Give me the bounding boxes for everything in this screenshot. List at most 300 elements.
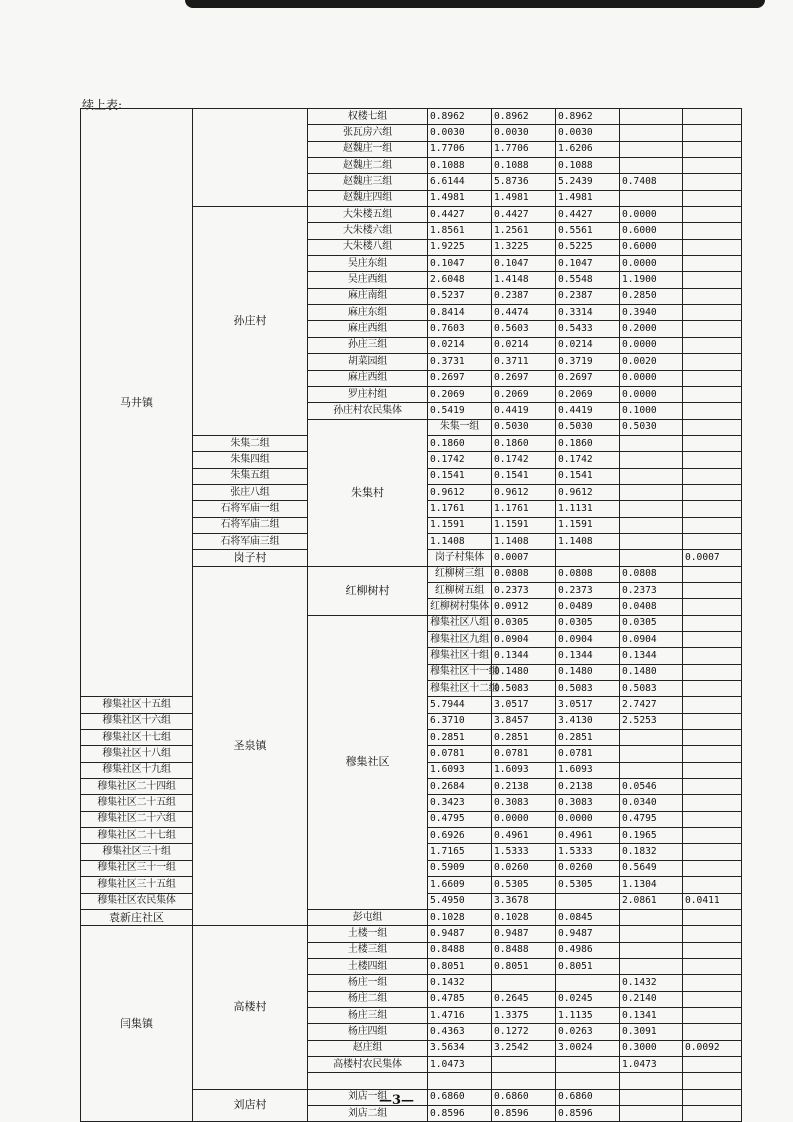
- group-cell: 石将军庙一组: [193, 501, 308, 517]
- group-cell: 穆集社区十九组: [81, 762, 193, 778]
- value-cell-c5: [683, 795, 742, 811]
- value-cell-c2: 1.7706: [492, 141, 556, 157]
- group-cell: 赵庄组: [308, 1040, 428, 1056]
- value-cell-c2: 0.3711: [492, 354, 556, 370]
- value-cell-c2: 1.3225: [492, 239, 556, 255]
- value-cell-c5: [683, 958, 742, 974]
- value-cell-c4: 1.0473: [620, 1056, 683, 1072]
- value-cell-c3: 0.1742: [556, 452, 620, 468]
- value-cell-c3: 0.4427: [556, 207, 620, 223]
- value-cell-c3: 0.5305: [556, 877, 620, 893]
- value-cell-c1: 1.6609: [428, 877, 492, 893]
- value-cell-c4: 0.1965: [620, 828, 683, 844]
- value-cell-c3: 0.1480: [620, 664, 683, 680]
- value-cell-c1: 1.7165: [428, 844, 492, 860]
- value-cell-c1: 1.4981: [428, 190, 492, 206]
- value-cell-c2: 0.8488: [492, 942, 556, 958]
- value-cell-c4: [620, 926, 683, 942]
- value-cell-c3: 0.4986: [556, 942, 620, 958]
- value-cell-c2: 0.2851: [492, 730, 556, 746]
- value-cell-c1: 0.5237: [428, 288, 492, 304]
- value-cell-c5: [683, 125, 742, 141]
- value-cell-c2: 1.4981: [492, 190, 556, 206]
- value-cell-c5: [683, 877, 742, 893]
- value-cell-c2: 0.1272: [492, 1024, 556, 1040]
- group-cell: 穆集社区二十四组: [81, 779, 193, 795]
- value-cell-c1: 0.1047: [428, 256, 492, 272]
- group-cell: 红柳树三组: [428, 566, 492, 582]
- value-cell-c1: 0.1344: [492, 648, 556, 664]
- value-cell-c3: 3.4130: [556, 713, 620, 729]
- value-cell-c2: 0.2645: [492, 991, 556, 1007]
- value-cell-c2: 0.5305: [492, 877, 556, 893]
- value-cell-c2: [556, 550, 620, 566]
- value-cell-c1: 0.8414: [428, 305, 492, 321]
- value-cell-c4: [620, 942, 683, 958]
- group-cell: 朱集一组: [428, 419, 492, 435]
- value-cell-c2: 1.4148: [492, 272, 556, 288]
- value-cell-c3: 1.5333: [556, 844, 620, 860]
- value-cell-c1: 1.1761: [428, 501, 492, 517]
- value-cell-c1: 3.5634: [428, 1040, 492, 1056]
- value-cell-c1: 0.0214: [428, 337, 492, 353]
- value-cell-c1: 0.0912: [492, 599, 556, 615]
- value-cell-c4: 0.1432: [620, 975, 683, 991]
- land-data-table: [80, 108, 742, 1122]
- value-cell-c5: [683, 109, 742, 125]
- value-cell-c2: 0.2373: [556, 582, 620, 598]
- value-cell-c3: 0.1344: [620, 648, 683, 664]
- value-cell-c4: [620, 909, 683, 925]
- village-cell: 袁新庄社区: [81, 909, 193, 925]
- value-cell-c1: 0.6860: [428, 1089, 492, 1105]
- value-cell-c2: 0.1028: [492, 909, 556, 925]
- value-cell-c4: [620, 468, 683, 484]
- value-cell-c1: 0.2373: [492, 582, 556, 598]
- value-cell-c5: [683, 1073, 742, 1089]
- village-cell: [193, 109, 308, 207]
- value-cell-c5: [683, 779, 742, 795]
- group-cell: 张庄八组: [193, 484, 308, 500]
- group-cell: 穆集社区八组: [428, 615, 492, 631]
- value-cell-c3: 0.0305: [620, 615, 683, 631]
- group-cell: 杨庄三组: [308, 1007, 428, 1023]
- group-cell: 杨庄二组: [308, 991, 428, 1007]
- value-cell-c5: [683, 746, 742, 762]
- group-cell: 大朱楼八组: [308, 239, 428, 255]
- group-cell: 麻庄东组: [308, 305, 428, 321]
- value-cell-c5: [683, 828, 742, 844]
- value-cell-c2: 1.2561: [492, 223, 556, 239]
- value-cell-c3: 0.0214: [556, 337, 620, 353]
- value-cell-c4: 0.4795: [620, 811, 683, 827]
- value-cell-c1: 0.1432: [428, 975, 492, 991]
- value-cell-c5: [683, 975, 742, 991]
- value-cell-c1: 0.1028: [428, 909, 492, 925]
- value-cell-c3: 0.5225: [556, 239, 620, 255]
- value-cell-c1: 0.2851: [428, 730, 492, 746]
- value-cell-c2: 0.0305: [556, 615, 620, 631]
- value-cell-c3: 0.2387: [556, 288, 620, 304]
- value-cell-c5: [683, 354, 742, 370]
- value-cell-c3: 0.6860: [556, 1089, 620, 1105]
- value-cell-c1: 0.4795: [428, 811, 492, 827]
- value-cell-c5: [683, 223, 742, 239]
- value-cell-c5: [683, 713, 742, 729]
- value-cell-c2: 0.9612: [492, 484, 556, 500]
- value-cell-c4: [683, 419, 742, 435]
- value-cell-c4: 0.6000: [620, 223, 683, 239]
- value-cell-c4: 0.3091: [620, 1024, 683, 1040]
- value-cell-c1: 0.2684: [428, 779, 492, 795]
- value-cell-c1: 0.0305: [492, 615, 556, 631]
- value-cell-c1: 0.5030: [492, 419, 556, 435]
- value-cell-c1: 1.1408: [428, 533, 492, 549]
- group-cell: 杨庄一组: [308, 975, 428, 991]
- group-cell: 高楼村农民集体: [308, 1056, 428, 1072]
- value-cell-c3: 0.0781: [556, 746, 620, 762]
- group-cell: 大朱楼六组: [308, 223, 428, 239]
- value-cell-c2: [492, 1056, 556, 1072]
- value-cell-c2: 0.8962: [492, 109, 556, 125]
- value-cell-c4: 2.5253: [620, 713, 683, 729]
- value-cell-c2: 0.0260: [492, 860, 556, 876]
- value-cell-c5: [683, 141, 742, 157]
- value-cell-c4: [620, 501, 683, 517]
- value-cell-c5: [683, 468, 742, 484]
- value-cell-c3: 0.5083: [620, 681, 683, 697]
- value-cell-c1: 6.6144: [428, 174, 492, 190]
- value-cell-c4: [683, 599, 742, 615]
- value-cell-c1: 0.4363: [428, 1024, 492, 1040]
- value-cell-c2: 0.4961: [492, 828, 556, 844]
- value-cell-c1: 0.1742: [428, 452, 492, 468]
- town-cell: 闫集镇: [81, 926, 193, 1122]
- value-cell-c2: 0.2138: [492, 779, 556, 795]
- value-cell-c5: [683, 272, 742, 288]
- group-cell: 穆集社区二十五组: [81, 795, 193, 811]
- value-cell-c5: 0.0092: [683, 1040, 742, 1056]
- value-cell-c2: 1.1761: [492, 501, 556, 517]
- value-cell-c4: [683, 615, 742, 631]
- value-cell-c2: 3.0517: [492, 697, 556, 713]
- village-cell: 红柳树村: [308, 566, 428, 615]
- value-cell-c4: 1.1900: [620, 272, 683, 288]
- value-cell-c4: 0.0000: [620, 256, 683, 272]
- value-cell-c3: 3.0517: [556, 697, 620, 713]
- group-cell: 穆集社区农民集体: [81, 893, 193, 909]
- group-cell: 穆集社区三十一组: [81, 860, 193, 876]
- value-cell-c3: 0.8596: [556, 1105, 620, 1121]
- value-cell-c2: 0.1860: [492, 435, 556, 451]
- value-cell-c2: 0.8051: [492, 958, 556, 974]
- group-cell: 孙庄三组: [308, 337, 428, 353]
- value-cell-c5: [683, 844, 742, 860]
- group-cell: 赵魏庄四组: [308, 190, 428, 206]
- value-cell-c1: 1.9225: [428, 239, 492, 255]
- value-cell-c1: 0.9612: [428, 484, 492, 500]
- value-cell-c1: 0.1541: [428, 468, 492, 484]
- village-cell: 孙庄村: [193, 207, 308, 436]
- value-cell-c1: 0.8596: [428, 1105, 492, 1121]
- value-cell-c4: [620, 125, 683, 141]
- value-cell-c3: 0.2697: [556, 370, 620, 386]
- group-cell: 权楼七组: [308, 109, 428, 125]
- value-cell-c5: [683, 370, 742, 386]
- value-cell-c4: 0.3000: [620, 1040, 683, 1056]
- value-cell-c3: 0.5030: [620, 419, 683, 435]
- value-cell-c5: [683, 1007, 742, 1023]
- value-cell-c1: 0.2069: [428, 386, 492, 402]
- value-cell-c4: [620, 958, 683, 974]
- value-cell-c2: [492, 975, 556, 991]
- value-cell-c4: 2.0861: [620, 893, 683, 909]
- value-cell-c5: [683, 190, 742, 206]
- value-cell-c1: 0.8051: [428, 958, 492, 974]
- value-cell-c1: 5.4950: [428, 893, 492, 909]
- table-continued-caption: 续上表:: [82, 98, 123, 112]
- value-cell-c4: 0.0020: [620, 354, 683, 370]
- value-cell-c1: 0.5909: [428, 860, 492, 876]
- group-cell: 孙庄村农民集体: [308, 403, 428, 419]
- village-cell: 穆集社区: [308, 615, 428, 909]
- value-cell-c5: [683, 256, 742, 272]
- group-cell: 刘店二组: [308, 1105, 428, 1121]
- value-cell-c3: [556, 893, 620, 909]
- value-cell-c5: [683, 435, 742, 451]
- value-cell-c2: 0.0030: [492, 125, 556, 141]
- value-cell-c4: 1.1304: [620, 877, 683, 893]
- value-cell-c2: 0.5030: [556, 419, 620, 435]
- value-cell-c3: 0.5548: [556, 272, 620, 288]
- value-cell-c3: 0.0245: [556, 991, 620, 1007]
- value-cell-c2: 0.4419: [492, 403, 556, 419]
- value-cell-c3: 0.9487: [556, 926, 620, 942]
- value-cell-c2: 0.1344: [556, 648, 620, 664]
- value-cell-c4: [620, 1073, 683, 1089]
- value-cell-c5: [683, 207, 742, 223]
- value-cell-c3: 0.1047: [556, 256, 620, 272]
- value-cell-c2: 1.1408: [492, 533, 556, 549]
- value-cell-c3: 0.0000: [556, 811, 620, 827]
- value-cell-c3: 0.0030: [556, 125, 620, 141]
- value-cell-c5: [683, 860, 742, 876]
- value-cell-c2: 0.5603: [492, 321, 556, 337]
- value-cell-c1: 0.9487: [428, 926, 492, 942]
- value-cell-c2: 0.2387: [492, 288, 556, 304]
- value-cell-c3: 0.8962: [556, 109, 620, 125]
- value-cell-c4: 0.2850: [620, 288, 683, 304]
- value-cell-c1: 0.1480: [492, 664, 556, 680]
- group-cell: 胡菜园组: [308, 354, 428, 370]
- value-cell-c1: 0.5419: [428, 403, 492, 419]
- group-cell: 吴庄西组: [308, 272, 428, 288]
- value-cell-c2: 0.0489: [556, 599, 620, 615]
- value-cell-c4: [683, 681, 742, 697]
- group-cell: 杨庄四组: [308, 1024, 428, 1040]
- group-cell: 赵魏庄三组: [308, 174, 428, 190]
- group-cell: 穆集社区十七组: [81, 730, 193, 746]
- value-cell-c2: 0.0781: [492, 746, 556, 762]
- value-cell-c4: [620, 517, 683, 533]
- group-cell: 穆集社区十八组: [81, 746, 193, 762]
- value-cell-c3: 0.2138: [556, 779, 620, 795]
- value-cell-c1: 0.3731: [428, 354, 492, 370]
- group-cell: 穆集社区九组: [428, 632, 492, 648]
- value-cell-c3: 1.1131: [556, 501, 620, 517]
- value-cell-c5: [683, 1024, 742, 1040]
- value-cell-c1: 5.7944: [428, 697, 492, 713]
- value-cell-c2: 0.0214: [492, 337, 556, 353]
- group-cell: 土楼一组: [308, 926, 428, 942]
- value-cell-c4: 0.1832: [620, 844, 683, 860]
- value-cell-c2: 3.3678: [492, 893, 556, 909]
- value-cell-c1: 1.6093: [428, 762, 492, 778]
- value-cell-c3: 0.5433: [556, 321, 620, 337]
- value-cell-c2: 0.4474: [492, 305, 556, 321]
- value-cell-c5: [683, 909, 742, 925]
- value-cell-c1: 0.1088: [428, 158, 492, 174]
- value-cell-c5: [683, 811, 742, 827]
- value-cell-c2: 0.6860: [492, 1089, 556, 1105]
- value-cell-c2: 0.2069: [492, 386, 556, 402]
- value-cell-c5: [683, 991, 742, 1007]
- value-cell-c3: 0.1541: [556, 468, 620, 484]
- value-cell-c4: 0.0000: [620, 370, 683, 386]
- town-cell: 马井镇: [81, 109, 193, 697]
- group-cell: 彭屯组: [308, 909, 428, 925]
- value-cell-c3: 0.2069: [556, 386, 620, 402]
- value-cell-c4: 0.2000: [620, 321, 683, 337]
- value-cell-c2: 1.3375: [492, 1007, 556, 1023]
- group-cell: 朱集二组: [193, 435, 308, 451]
- group-cell: 罗庄村组: [308, 386, 428, 402]
- value-cell-c4: 0.0007: [683, 550, 742, 566]
- value-cell-c5: [683, 321, 742, 337]
- value-cell-c3: 1.4981: [556, 190, 620, 206]
- value-cell-c1: [428, 1073, 492, 1089]
- value-cell-c4: [620, 484, 683, 500]
- value-cell-c1: 0.8962: [428, 109, 492, 125]
- village-cell: 朱集村: [308, 419, 428, 566]
- value-cell-c2: 1.5333: [492, 844, 556, 860]
- value-cell-c1: 0.3423: [428, 795, 492, 811]
- group-cell: 土楼四组: [308, 958, 428, 974]
- group-cell: 吴庄东组: [308, 256, 428, 272]
- group-cell: 红柳树村集体: [428, 599, 492, 615]
- group-cell: 穆集社区二十七组: [81, 828, 193, 844]
- value-cell-c5: [683, 288, 742, 304]
- value-cell-c3: 0.0808: [620, 566, 683, 582]
- value-cell-c4: 0.6000: [620, 239, 683, 255]
- value-cell-c2: 0.3083: [492, 795, 556, 811]
- group-cell: 穆集社区十一组: [428, 664, 492, 680]
- value-cell-c3: 3.0024: [556, 1040, 620, 1056]
- value-cell-c2: 3.8457: [492, 713, 556, 729]
- value-cell-c4: 0.0000: [620, 207, 683, 223]
- value-cell-c3: 1.1591: [556, 517, 620, 533]
- village-cell: 岗子村: [193, 550, 308, 566]
- value-cell-c4: 0.0000: [620, 386, 683, 402]
- value-cell-c4: [620, 141, 683, 157]
- page-number: —3—: [378, 1093, 415, 1108]
- value-cell-c3: 0.0263: [556, 1024, 620, 1040]
- value-cell-c4: [620, 452, 683, 468]
- value-cell-c2: 0.4427: [492, 207, 556, 223]
- value-cell-c1: 0.6926: [428, 828, 492, 844]
- value-cell-c5: [683, 337, 742, 353]
- value-cell-c3: [556, 1056, 620, 1072]
- value-cell-c3: 1.6206: [556, 141, 620, 157]
- value-cell-c3: 0.0904: [620, 632, 683, 648]
- table-body: [81, 109, 742, 1122]
- value-cell-c1: 0.8488: [428, 942, 492, 958]
- value-cell-c1: 1.4716: [428, 1007, 492, 1023]
- table-row: [81, 909, 742, 925]
- value-cell-c4: [683, 582, 742, 598]
- group-cell: 穆集社区三十组: [81, 844, 193, 860]
- value-cell-c1: 0.0808: [492, 566, 556, 582]
- value-cell-c2: 0.1480: [556, 664, 620, 680]
- value-cell-c3: 0.2373: [620, 582, 683, 598]
- value-cell-c3: 0.3083: [556, 795, 620, 811]
- group-cell: 刘店一组: [308, 1089, 428, 1105]
- value-cell-c4: 0.0546: [620, 779, 683, 795]
- value-cell-c4: [620, 158, 683, 174]
- value-cell-c2: 5.8736: [492, 174, 556, 190]
- value-cell-c3: 0.4419: [556, 403, 620, 419]
- value-cell-c3: 1.1408: [556, 533, 620, 549]
- group-cell: 赵魏庄二组: [308, 158, 428, 174]
- value-cell-c4: [620, 746, 683, 762]
- group-cell: [308, 1073, 428, 1089]
- group-cell: 麻庄南组: [308, 288, 428, 304]
- value-cell-c2: 0.1541: [492, 468, 556, 484]
- group-cell: 穆集社区十组: [428, 648, 492, 664]
- value-cell-c1: 0.0007: [492, 550, 556, 566]
- group-cell: 穆集社区二十六组: [81, 811, 193, 827]
- value-cell-c1: 0.5083: [492, 681, 556, 697]
- value-cell-c2: 0.0000: [492, 811, 556, 827]
- value-cell-c5: [683, 452, 742, 468]
- value-cell-c5: 0.0411: [683, 893, 742, 909]
- value-cell-c3: 1.1135: [556, 1007, 620, 1023]
- group-cell: 大朱楼五组: [308, 207, 428, 223]
- group-cell: 石将军庙二组: [193, 517, 308, 533]
- group-cell: 穆集社区三十五组: [81, 877, 193, 893]
- value-cell-c5: [683, 926, 742, 942]
- value-cell-c4: 0.2140: [620, 991, 683, 1007]
- value-cell-c1: 0.1860: [428, 435, 492, 451]
- value-cell-c4: [620, 533, 683, 549]
- value-cell-c4: 0.1341: [620, 1007, 683, 1023]
- value-cell-c1: 2.6048: [428, 272, 492, 288]
- group-cell: 红柳树五组: [428, 582, 492, 598]
- group-cell: 土楼三组: [308, 942, 428, 958]
- group-cell: 麻庄西组: [308, 321, 428, 337]
- value-cell-c3: [556, 975, 620, 991]
- value-cell-c5: [683, 1056, 742, 1072]
- value-cell-c1: 0.7603: [428, 321, 492, 337]
- value-cell-c2: 0.0904: [556, 632, 620, 648]
- group-cell: 麻庄西组: [308, 370, 428, 386]
- value-cell-c5: [683, 174, 742, 190]
- value-cell-c5: [683, 942, 742, 958]
- value-cell-c5: [683, 386, 742, 402]
- value-cell-c4: 0.1000: [620, 403, 683, 419]
- value-cell-c2: 0.1088: [492, 158, 556, 174]
- value-cell-c3: 0.9612: [556, 484, 620, 500]
